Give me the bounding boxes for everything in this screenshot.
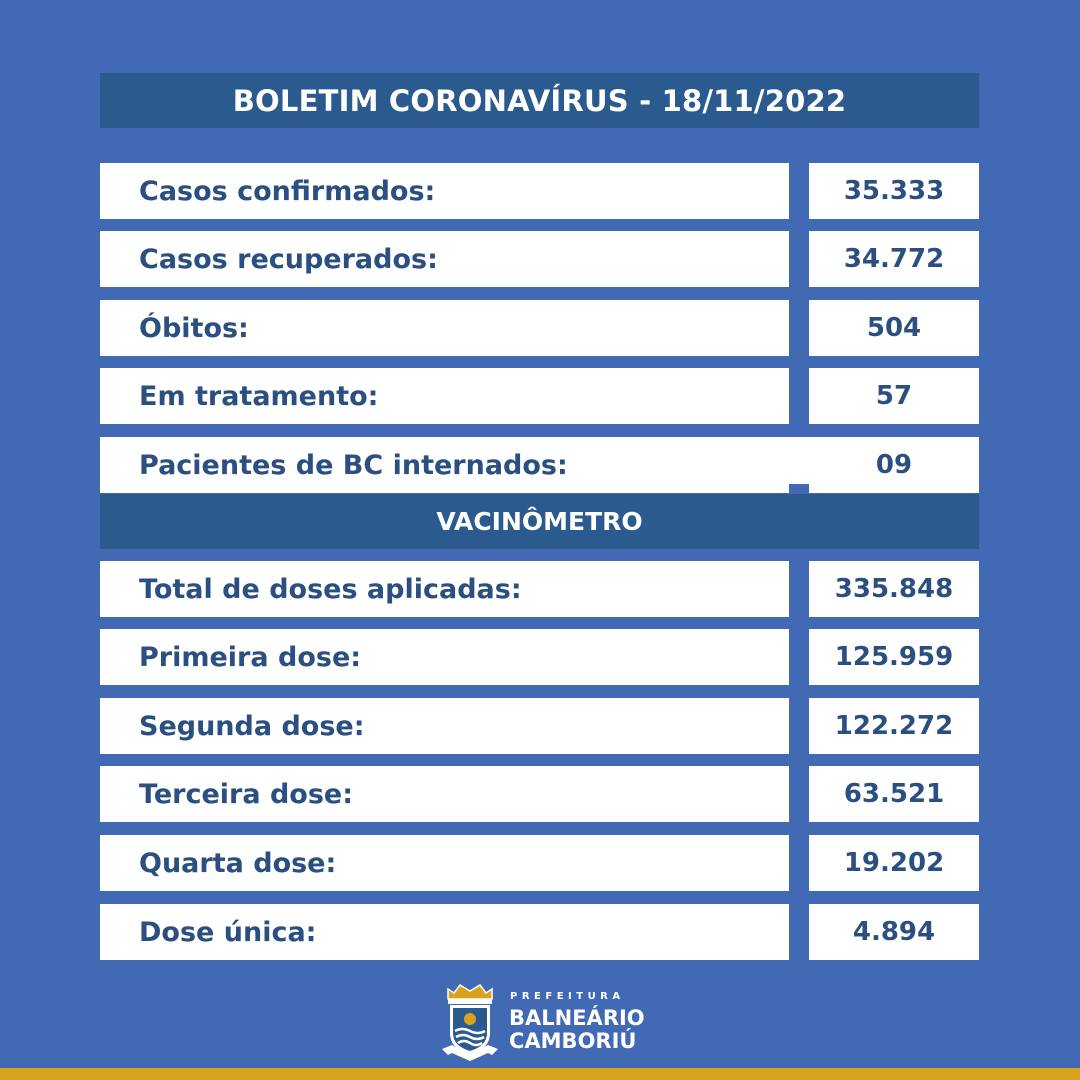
stat-row-recovered [100, 231, 979, 287]
stat-label: Casos confirmados: [100, 163, 789, 219]
vaccine-value: 4.894 [809, 904, 979, 960]
stat-value: 504 [809, 300, 979, 356]
vaccine-value: 335.848 [809, 561, 979, 617]
stat-row-confirmed [100, 163, 979, 219]
stat-value: 34.772 [809, 231, 979, 287]
vaccine-row-second-dose [100, 698, 979, 754]
vaccine-row-single-dose [100, 904, 979, 960]
city-coat-of-arms-icon [440, 983, 500, 1063]
stat-value: 35.333 [809, 163, 979, 219]
stat-label: Óbitos: [100, 300, 789, 356]
vaccine-row-total [100, 561, 979, 617]
vaccine-value: 125.959 [809, 629, 979, 685]
vaccine-label: Quarta dose: [100, 835, 789, 891]
vaccine-label: Primeira dose: [100, 629, 789, 685]
stat-value: 09 [809, 437, 979, 493]
page-title: BOLETIM CORONAVÍRUS - 18/11/2022 [100, 73, 979, 128]
vaccine-row-third-dose [100, 766, 979, 822]
vaccine-label: Dose única: [100, 904, 789, 960]
stat-label: Em tratamento: [100, 368, 789, 424]
stat-row-deaths [100, 300, 979, 356]
stat-label: Pacientes de BC internados: [100, 437, 809, 493]
prefeitura-logo [440, 983, 660, 1063]
vaccine-label: Segunda dose: [100, 698, 789, 754]
vaccine-label: Terceira dose: [100, 766, 789, 822]
stat-label: Casos recuperados: [100, 231, 789, 287]
bottom-accent-stripe [0, 1068, 1080, 1080]
vaccine-row-fourth-dose [100, 835, 979, 891]
vaccine-label: Total de doses aplicadas: [100, 561, 789, 617]
divider [789, 484, 809, 494]
vaccine-value: 63.521 [809, 766, 979, 822]
vaccine-value: 122.272 [809, 698, 979, 754]
logo-city-line2: CAMBORIÚ [509, 1029, 637, 1053]
logo-city-line1: BALNEÁRIO [509, 1006, 645, 1030]
logo-prefix: PREFEITURA [510, 991, 625, 1002]
stat-row-in-treatment [100, 368, 979, 424]
vaccine-value: 19.202 [809, 835, 979, 891]
section-title-vacinometro: VACINÔMETRO [100, 494, 979, 549]
stat-value: 57 [809, 368, 979, 424]
vaccine-row-first-dose [100, 629, 979, 685]
stat-row-hospitalized [100, 437, 979, 493]
